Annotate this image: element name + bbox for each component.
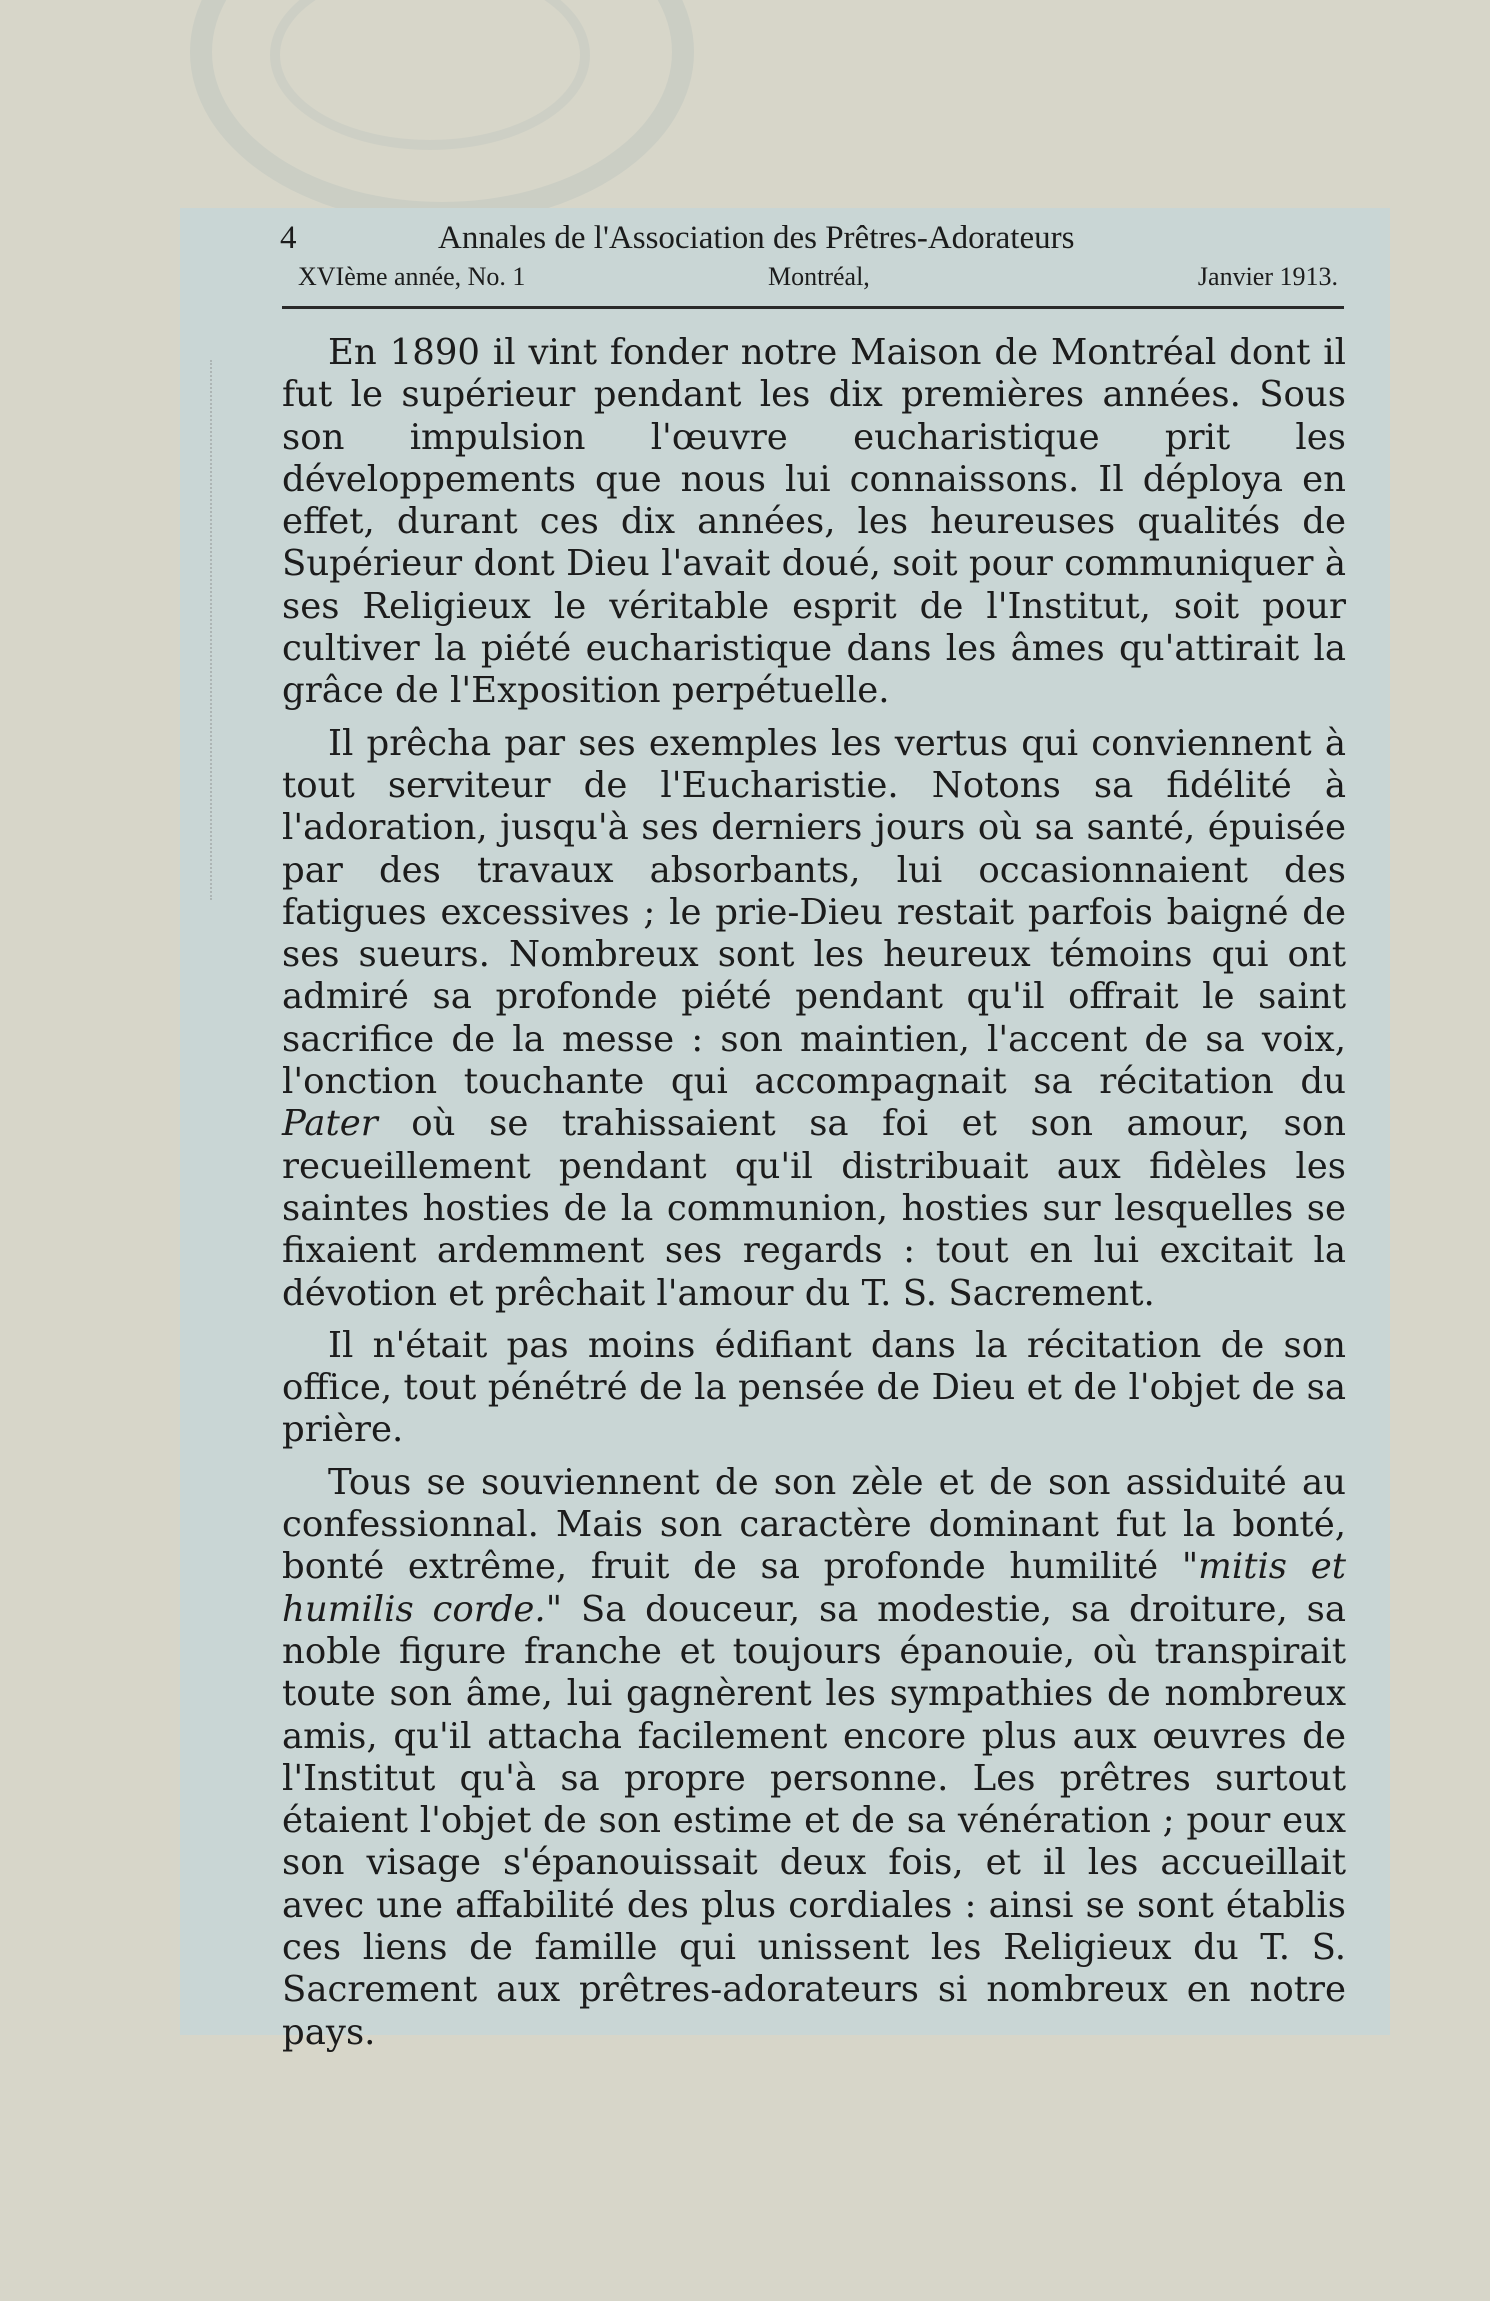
publication-date: Janvier 1913.: [1197, 262, 1338, 291]
paragraph-2-text-b: où se trahissaient sa foi et son amour, son recueillement pendant qu'il distribuait aux fidèles les saintes hosties de la communion, hosties sur lesquelles se fixaient ardemment ses regards : tout en lui excitait la dévotion et prêchait l'amour du T. S. Sacrement.: [282, 1103, 1346, 1314]
page-number: 4: [280, 220, 297, 256]
paragraph-3-text: Il n'était pas moins édifiant dans la récitation de son office, tout pénétré de la pensée de Dieu et de l'objet de sa prière.: [282, 1324, 1346, 1451]
publication-place: Montréal,: [768, 262, 870, 291]
header-rule: [282, 306, 1344, 309]
paragraph-2-text-a: Il prêcha par ses exemples les vertus qui conviennent à tout serviteur de l'Eucharistie. Notons sa fidélité à l'adoration, jusqu'à ses derniers jours où sa santé, épuisée par des travaux absorbants, lui occasionnaient des fatigues excessives ; le prie-Dieu restait parfois baigné de ses sueurs. Nombreux sont les heureux témoins qui ont admiré sa profonde piété pendant qu'il offrait le saint sacrifice de la messe : son maintien, l'accent de sa voix, l'onction touchante qui accompagnait sa récitation du: [282, 722, 1346, 1103]
paragraph-4-italic: mitis et humilis corde.: [282, 1546, 1346, 1630]
journal-title: Annales de l'Association des Prêtres-Adorateurs: [438, 220, 1075, 256]
margin-marks: [210, 360, 232, 900]
issue-line: [298, 262, 1338, 300]
paragraph-4-text-b: " Sa douceur, sa modestie, sa droiture, sa noble figure franche et toujours épanouie, où transpirait toute son âme, lui gagnèrent les sympathies de nombreux amis, qu'il attacha facilement encore plus aux œuvres de l'Institut qu'à sa propre personne. Les prêtres surtout étaient l'objet de son estime et de sa vénération ; pour eux son visage s'épanouissait deux fois, et il les accueillait avec une affabilité des plus cordiales : ainsi se sont établis ces liens de famille qui unissent les Religieux du T. S. Sacrement aux prêtres-adorateurs si nombreux en notre pays.: [282, 1588, 1346, 2053]
running-header: [280, 220, 1220, 266]
paragraph-4: [282, 1462, 1346, 2054]
paragraph-2: [282, 723, 1346, 1315]
volume-info: XVIème année, No. 1: [298, 262, 526, 291]
paragraph-3: [282, 1325, 1346, 1452]
paragraph-1-text: En 1890 il vint fonder notre Maison de Montréal dont il fut le supérieur pendant les dix premières années. Sous son impulsion l'œuvre eucharistique prit les développements que nous lui connaissons. Il déploya en effet, durant ces dix années, les heureuses qualités de Supérieur dont Dieu l'avait doué, soit pour communiquer à ses Religieux le véritable esprit de l'Institut, soit pour cultiver la piété eucharistique dans les âmes qu'attirait la grâce de l'Exposition perpétuelle.: [282, 332, 1346, 712]
article-body: [282, 332, 1346, 2064]
paragraph-4-text-a: Tous se souviennent de son zèle et de son assiduité au confessionnal. Mais son caractère dominant fut la bonté, bonté extrême, fruit de sa profonde humilité ": [282, 1461, 1346, 1588]
paragraph-2-italic: Pater: [282, 1103, 378, 1145]
paragraph-1: [282, 332, 1346, 713]
